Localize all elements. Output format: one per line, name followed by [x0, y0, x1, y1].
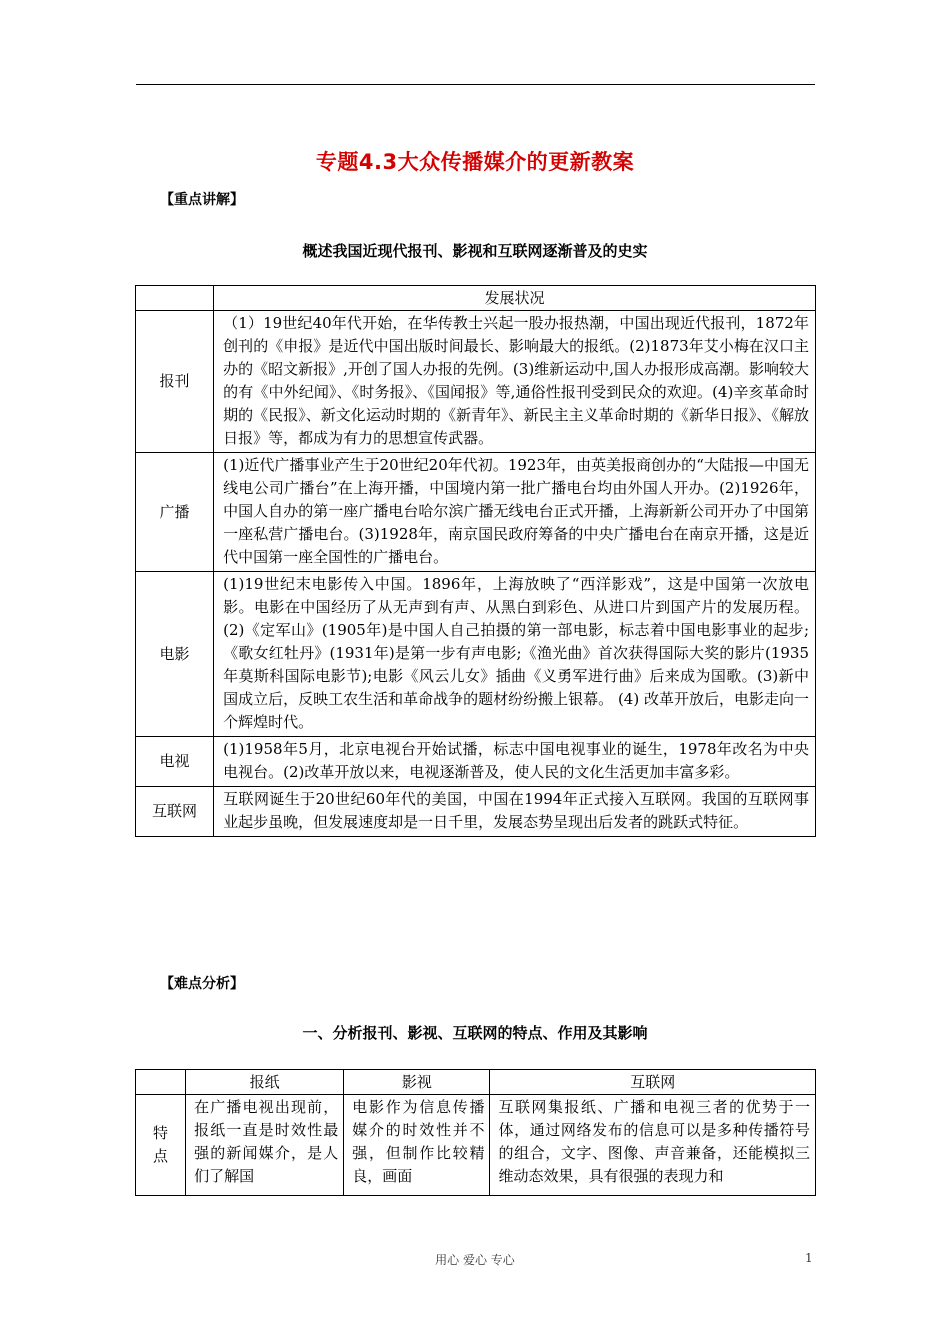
header-internet: 互联网 [490, 1070, 816, 1095]
row-text-radio: (1)近代广播事业产生于20世纪20年代初。1923年，由英美报商创办的“大陆报—中国无线电公司广播台”在上海开播，中国境内第一批广播电台均由外国人开办。(2)1926年，中国人自办的第一座广播电台哈尔滨广播无线电台正式开播，上海新新公司开办了中国第一座私营广播电台。(3)1928年，南京国民政府筹备的中央广播电台在南京开播，这是近代中国第一座全国性的广播电台。 [214, 453, 816, 572]
table-row [136, 1095, 816, 1196]
table-row [136, 737, 816, 787]
row-label-characteristics: 特点 [136, 1095, 186, 1196]
media-characteristics-table [135, 1069, 816, 1196]
cell-internet-characteristics: 互联网集报纸、广播和电视三者的优势于一体，通过网络发布的信息可以是多种传播符号的组合，文字、图像、声音兼备，还能模拟三维动态效果，具有很强的表现力和 [490, 1095, 816, 1196]
development-table [135, 285, 816, 837]
section-heading-analysis: 一、分析报刊、影视、互联网的特点、作用及其影响 [302, 1024, 648, 1042]
header-empty-cell [136, 286, 214, 311]
table-header-row [136, 1070, 816, 1095]
row-label-television: 电视 [136, 737, 214, 787]
table-row [136, 453, 816, 572]
table-header-row [136, 286, 816, 311]
document-title: 专题4.3大众传播媒介的更新教案 [315, 150, 635, 174]
table-row [136, 311, 816, 453]
row-label-newspaper: 报刊 [136, 311, 214, 453]
cell-film-characteristics: 电影作为信息传播媒介的时效性并不强，但制作比较精良，画面 [344, 1095, 490, 1196]
header-newspaper: 报纸 [186, 1070, 344, 1095]
row-label-film: 电影 [136, 572, 214, 737]
header-development-status: 发展状况 [214, 286, 816, 311]
row-text-internet: 互联网诞生于20世纪60年代的美国，中国在1994年正式接入互联网。我国的互联网事业起步虽晚，但发展速度却是一日千里，发展态势呈现出后发者的跳跃式特征。 [214, 787, 816, 837]
cell-newspaper-characteristics: 在广播电视出现前，报纸一直是时效性最强的新闻媒介，是人们了解国 [186, 1095, 344, 1196]
row-label-radio: 广播 [136, 453, 214, 572]
section-tag-key-points: 【重点讲解】 [160, 192, 244, 208]
header-empty-cell [136, 1070, 186, 1095]
row-label-internet: 互联网 [136, 787, 214, 837]
row-text-newspaper: （1）19世纪40年代开始，在华传教士兴起一股办报热潮，中国出现近代报刊，1872年创刊的《申报》是近代中国出版时间最长、影响最大的报纸。(2)1873年艾小梅在汉口主办的《昭文新报》,开创了国人办报的先例。(3)维新运动中,国人办报形成高潮。影响较大的有《中外纪闻》、《时务报》、《国闻报》等,通俗性报刊受到民众的欢迎。(4)辛亥革命时期的《民报》、新文化运动时期的《新青年》、新民主主义革命时期的《新华日报》、《解放日报》等，都成为有力的思想宣传武器。 [214, 311, 816, 453]
row-text-television: (1)1958年5月，北京电视台开始试播，标志中国电视事业的诞生，1978年改名为中央电视台。(2)改革开放以来，电视逐渐普及，使人民的文化生活更加丰富多彩。 [214, 737, 816, 787]
row-text-film: (1)19世纪末电影传入中国。1896年，上海放映了“西洋影戏”，这是中国第一次放电影。电影在中国经历了从无声到有声、从黑白到彩色、从进口片到国产片的发展历程。(2)《定军山》(1905年)是中国人自己拍摄的第一部电影，标志着中国电影事业的起步;《歌女红牡丹》(1931年)是第一步有声电影;《渔光曲》首次获得国际大奖的影片(1935年莫斯科国际电影节);电影《风云儿女》插曲《义勇军进行曲》后来成为国歌。(3)新中国成立后，反映工农生活和革命战争的题材纷纷搬上银幕。 (4) 改革开放后，电影走向一个辉煌时代。 [214, 572, 816, 737]
header-film-tv: 影视 [344, 1070, 490, 1095]
page-number: 1 [805, 1251, 813, 1265]
header-rule [136, 84, 815, 85]
table-row [136, 572, 816, 737]
section-heading-history: 概述我国近现代报刊、影视和互联网逐渐普及的史实 [302, 242, 648, 260]
section-tag-difficult-points: 【难点分析】 [160, 976, 244, 992]
footer-slogan: 用心 爱心 专心 [435, 1253, 515, 1267]
table-row [136, 787, 816, 837]
